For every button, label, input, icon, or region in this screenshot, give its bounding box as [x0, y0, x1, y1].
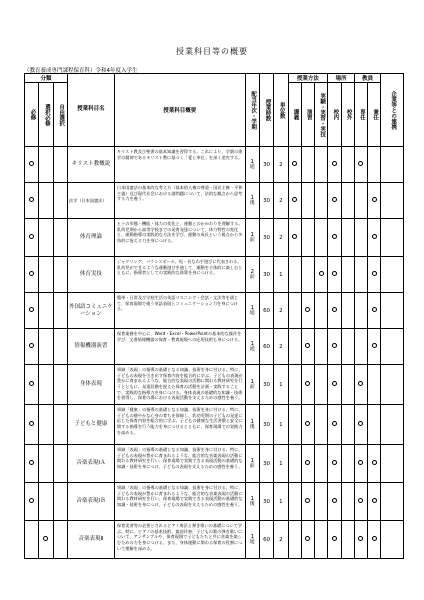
renkei-cell [381, 405, 404, 445]
sentaku-hisshu-cell [39, 445, 53, 483]
circle-mark [358, 536, 363, 541]
course-summary: 領域「表現」の指導の基礎となる知識、技術を身に付ける。特に、子どもの表現を引き出す保育内容を総合的に学ぶ。子どもの表現が豊かに育まれるような、総合的な表現の活動に関わる教材研究を行うとともに、発達段階を捉えた保育の活動を計画・実践することで、実践的な指導力を身につける。身体表現の基礎的な知識・技術を習得し、保育の場における表現活動を支えるための感性を養う。 [114, 365, 245, 405]
sennin-cell [354, 445, 367, 483]
jisshuu-cell [315, 293, 328, 329]
enshuu-cell [301, 445, 314, 483]
kougi-cell [288, 329, 301, 365]
circle-mark [332, 307, 337, 312]
hisshu-cell [25, 257, 39, 293]
table-row [25, 219, 404, 257]
circle-mark [292, 234, 297, 239]
jisshuu-cell [315, 147, 328, 183]
circle-mark [332, 381, 337, 386]
table-row [25, 521, 404, 559]
circle-mark [358, 161, 363, 166]
course-credits: 2 [274, 329, 288, 365]
course-hours: 60 [259, 521, 273, 559]
enshuu-cell [301, 483, 314, 521]
header-kougi: 講義 [288, 83, 301, 147]
kougai-cell [341, 445, 354, 483]
jiyu-sentaku-cell [53, 365, 67, 405]
hisshu-cell [25, 483, 39, 521]
circle-mark [29, 234, 34, 239]
kennin-cell [368, 521, 381, 559]
circle-mark [305, 460, 310, 465]
circle-mark [372, 460, 377, 465]
course-year: 1 [250, 304, 255, 311]
circle-mark [305, 421, 310, 426]
hisshu-cell [25, 183, 39, 219]
jisshuu-cell [315, 445, 328, 483]
kennin-cell [368, 293, 381, 329]
kougai-cell [341, 257, 354, 293]
jisshuu-cell [315, 365, 328, 405]
course-summary: ジャグリング、バランスボール、短・長なわ手遊びに代表される、乳幼児ができるような運動遊びを通して、運動を主体的に楽しむとともに、指導者としての実践的な資質を身につける。 [114, 257, 245, 293]
header-jugyou-jisuu: 授業時数 [259, 74, 273, 147]
course-name: 情報機器演習 [67, 329, 114, 365]
course-term: 後 [249, 199, 255, 206]
circle-mark [29, 343, 34, 348]
year-term-cell [245, 521, 259, 559]
kounai-cell [328, 521, 341, 559]
course-term: 通 [249, 163, 255, 170]
sennin-cell [354, 329, 367, 365]
jiyu-sentaku-cell [53, 405, 67, 445]
course-term: 前 [249, 383, 255, 390]
kougai-cell [341, 405, 354, 445]
year-term-cell [245, 257, 259, 293]
renkei-cell [381, 147, 404, 183]
year-term-cell [245, 405, 259, 445]
circle-mark [332, 421, 337, 426]
course-name: 体育理論 [67, 219, 114, 257]
hisshu-cell [25, 521, 39, 559]
kounai-cell [328, 257, 341, 293]
kounai-cell [328, 329, 341, 365]
circle-mark [372, 271, 377, 276]
circle-mark [305, 343, 310, 348]
hisshu-cell [25, 329, 39, 365]
course-hours: 60 [259, 329, 273, 365]
kennin-cell [368, 219, 381, 257]
kennin-cell [368, 329, 381, 365]
course-credits: 2 [274, 293, 288, 329]
header-sennin: 専任 [354, 83, 367, 147]
course-year: 2 [250, 268, 255, 275]
course-credits: 1 [274, 365, 288, 405]
sennin-cell [354, 483, 367, 521]
circle-mark [358, 460, 363, 465]
jisshuu-cell [315, 257, 328, 293]
jiyu-sentaku-cell [53, 257, 67, 293]
kounai-cell [328, 293, 341, 329]
circle-mark [305, 307, 310, 312]
course-summary: ヒトの形態・機能・体力の変化と、運動とのかかわりを理解する。乳幼児期から高等学校までの発育発達について、体力特性の変化と、運動指導の実践的な方法を学び、運動の成長という視点から多角的に捉える力を身につける。 [114, 219, 245, 257]
course-credits: 1 [274, 405, 288, 445]
renkei-cell [381, 483, 404, 521]
course-summary: 領域「表現」の指導の基礎となる知識、技術を身に付ける。特に、子どもの表現が豊かに育まれるような、総合的な音楽表現の活動に関わる教材研究を行い、保育現場で実践できる表現活動の基礎的な知識・技術を身につけ、子どもの表現を支えるための感性を養う。 [114, 445, 245, 483]
jiyu-sentaku-cell [53, 147, 67, 183]
renkei-cell [381, 521, 404, 559]
course-name: 身体表現 [67, 365, 114, 405]
header-jiyu-sentaku: 自由選択 [53, 83, 67, 147]
header-kounai: 校内 [328, 83, 341, 147]
kougi-cell [288, 521, 301, 559]
year-term-cell [245, 293, 259, 329]
enshuu-cell [301, 405, 314, 445]
course-credits: 1 [274, 257, 288, 293]
circle-mark [358, 498, 363, 503]
course-summary: 領域「表現」の指導の基礎となる知識、技術を身に付ける。特に、子どもの表現が豊かに育まれるような、総合的な音楽表現の活動に関わる教材研究を行い、保育現場で実践できる表現活動の基礎的な知識・技術を身につけ、子どもの表現を支えるための感性を養う。 [114, 483, 245, 521]
course-term: 通 [249, 538, 255, 545]
header-bunrui: 分類 [25, 74, 68, 83]
renkei-cell [381, 293, 404, 329]
course-term: 前 [249, 462, 255, 469]
hisshu-cell [25, 405, 39, 445]
sentaku-hisshu-cell [39, 183, 53, 219]
year-term-cell [245, 183, 259, 219]
kougai-cell [341, 521, 354, 559]
kennin-cell [368, 483, 381, 521]
sentaku-hisshu-cell [39, 483, 53, 521]
circle-mark [319, 271, 324, 276]
course-year: 1 [250, 194, 255, 201]
course-hours: 30 [259, 219, 273, 257]
kennin-cell [368, 183, 381, 219]
header-kougai: 校外 [341, 83, 354, 147]
course-table-body [25, 147, 404, 559]
course-name: 音楽表現Ⅱ [67, 521, 114, 559]
course-year: 1 [250, 158, 255, 165]
hisshu-cell [25, 365, 39, 405]
circle-mark [29, 381, 34, 386]
header-kennin: 兼任 [368, 83, 381, 147]
circle-mark [372, 197, 377, 202]
sentaku-hisshu-cell [39, 219, 53, 257]
course-credits: 1 [274, 445, 288, 483]
course-year: 1 [250, 231, 255, 238]
circle-mark [372, 234, 377, 239]
enshuu-cell [301, 257, 314, 293]
circle-mark [358, 421, 363, 426]
header-gaiyou: 授業科目概要 [114, 74, 245, 147]
circle-mark [305, 381, 310, 386]
sentaku-hisshu-cell [39, 329, 53, 365]
kougi-cell [288, 183, 301, 219]
course-hours: 30 [259, 183, 273, 219]
circle-mark [332, 197, 337, 202]
kougi-cell [288, 219, 301, 257]
table-row [25, 257, 404, 293]
table-row [25, 365, 404, 405]
year-term-cell [245, 147, 259, 183]
circle-mark [29, 197, 34, 202]
course-name: キリスト教概説 [67, 147, 114, 183]
enshuu-cell [301, 183, 314, 219]
kennin-cell [368, 257, 381, 293]
course-summary: キリスト教及び聖書の基本知識を習得する。これにより、学園の建学の精神であるキリスト教に基づく「愛と奉仕」を深く追究する。 [114, 147, 245, 183]
course-summary: 領域「健康」の指導の基礎となる知識、技術を身に付ける。特に、子どもの健やかな心身の育ちを保障し、乳幼児期の子どもの発達に応じた保育内容を総合的に学ぶ。子どもの健康な生活習慣と安全に関する指導を行う能力を身につけるとともに、保育現場での実践力を高める。 [114, 405, 245, 445]
year-term-cell [245, 365, 259, 405]
kougi-cell [288, 147, 301, 183]
enshuu-cell [301, 365, 314, 405]
table-row [25, 483, 404, 521]
course-hours: 30 [259, 405, 273, 445]
jisshuu-cell [315, 219, 328, 257]
course-year: 1 [250, 495, 255, 502]
sennin-cell [354, 293, 367, 329]
kounai-cell [328, 365, 341, 405]
kougi-cell [288, 405, 301, 445]
circle-mark [332, 343, 337, 348]
renkei-cell [381, 365, 404, 405]
header-kigyou-renkei: 企業等との連携 [381, 74, 404, 147]
sentaku-hisshu-cell [39, 147, 53, 183]
circle-mark [372, 498, 377, 503]
course-credits: 2 [274, 521, 288, 559]
jisshuu-cell [315, 521, 328, 559]
kounai-cell [328, 483, 341, 521]
course-year: 1 [250, 378, 255, 385]
kougi-cell [288, 483, 301, 521]
circle-mark [372, 536, 377, 541]
jiyu-sentaku-cell [53, 329, 67, 365]
page-subtitle: （教育養成専門課程保育科）令和4年度入学生 [24, 68, 138, 74]
table-row [25, 445, 404, 483]
course-name: 子どもと健康 [67, 405, 114, 445]
jiyu-sentaku-cell [53, 445, 67, 483]
course-term: 通 [249, 309, 255, 316]
enshuu-cell [301, 293, 314, 329]
header-tanisuu: 単位数 [274, 74, 288, 147]
table-row [25, 405, 404, 445]
circle-mark [332, 161, 337, 166]
circle-mark [29, 307, 34, 312]
course-hours: 30 [259, 445, 273, 483]
circle-mark [292, 161, 297, 166]
enshuu-cell [301, 147, 314, 183]
course-summary: 日本国憲法の基本的な考え方（基本的人権の尊重・国民主権・平和主義）及び現代社会における諸問題について、法的な観点から思考する力を養う。 [114, 183, 245, 219]
course-table [24, 73, 404, 559]
jiyu-sentaku-cell [53, 183, 67, 219]
kounai-cell [328, 219, 341, 257]
circle-mark [332, 460, 337, 465]
kennin-cell [368, 445, 381, 483]
sennin-cell [354, 183, 367, 219]
kougai-cell [341, 293, 354, 329]
kougai-cell [341, 219, 354, 257]
header-sentaku-hisshu: 選択必修 [39, 83, 53, 147]
circle-mark [292, 197, 297, 202]
sentaku-hisshu-cell [39, 257, 53, 293]
circle-mark [29, 498, 34, 503]
course-name: 体育実技 [67, 257, 114, 293]
course-hours: 30 [259, 257, 273, 293]
sennin-cell [354, 257, 367, 293]
kougai-cell [341, 365, 354, 405]
circle-mark [43, 536, 48, 541]
sennin-cell [354, 147, 367, 183]
year-term-cell [245, 219, 259, 257]
kounai-cell [328, 183, 341, 219]
kougai-cell [341, 147, 354, 183]
year-term-cell [245, 329, 259, 365]
course-summary: 保育実習等の必要とされるピアノ奏法と弾き歌いの基礎について学ぶ。特に、ピアノの基本技術、童謡伴奏、子どもの歌の弾き歌いについて、アンサンブルや、保育現場で子どもたちと共に音楽を楽しむための力を身につける。また、身体運動に関わる保育の役割について理解を深める。 [114, 521, 245, 559]
jisshuu-cell [315, 329, 328, 365]
jisshuu-cell [315, 183, 328, 219]
sennin-cell [354, 365, 367, 405]
course-hours: 30 [259, 483, 273, 521]
kounai-cell [328, 445, 341, 483]
table-row [25, 329, 404, 365]
renkei-cell [381, 219, 404, 257]
header-hisshu: 必修 [25, 83, 39, 147]
sennin-cell [354, 405, 367, 445]
course-year: 1 [250, 340, 255, 347]
enshuu-cell [301, 521, 314, 559]
circle-mark [332, 234, 337, 239]
kougi-cell [288, 257, 301, 293]
circle-mark [332, 536, 337, 541]
circle-mark [305, 498, 310, 503]
sentaku-hisshu-cell [39, 405, 53, 445]
header-enshuu: 演習 [301, 83, 314, 147]
kougai-cell [341, 329, 354, 365]
course-term: 前 [249, 273, 255, 280]
header-jisshuu: 実験・実習・実技 [315, 83, 328, 147]
enshuu-cell [301, 219, 314, 257]
jisshuu-cell [315, 405, 328, 445]
table-row [25, 293, 404, 329]
renkei-cell [381, 329, 404, 365]
circle-mark [372, 343, 377, 348]
kennin-cell [368, 405, 381, 445]
jiyu-sentaku-cell [53, 219, 67, 257]
hisshu-cell [25, 219, 39, 257]
circle-mark [29, 271, 34, 276]
kounai-cell [328, 405, 341, 445]
circle-mark [332, 498, 337, 503]
course-name: 音楽表現ⅠＡ [67, 445, 114, 483]
course-term: 後 [249, 500, 255, 507]
kougi-cell [288, 365, 301, 405]
circle-mark [332, 271, 337, 276]
jiyu-sentaku-cell [53, 293, 67, 329]
header-haitou-nenji: 配当年次・学期 [245, 74, 259, 147]
renkei-cell [381, 183, 404, 219]
sentaku-hisshu-cell [39, 293, 53, 329]
course-year: 1 [250, 533, 255, 540]
course-year: 1 [250, 457, 255, 464]
jiyu-sentaku-cell [53, 521, 67, 559]
header-kamokumei: 授業科目名 [67, 74, 114, 147]
table-row [25, 183, 404, 219]
year-term-cell [245, 445, 259, 483]
course-hours: 30 [259, 365, 273, 405]
course-name: 外国語コミュニケーション [67, 293, 114, 329]
course-summary: 保育業務を中心に、Word・Excel・PowerPointの基本的な操作を学び、文書情報機器の保育・教育現場への応用技術も身につける。 [114, 329, 245, 365]
course-name: 音楽表現ⅠＢ [67, 483, 114, 521]
course-hours: 60 [259, 293, 273, 329]
course-term: 後 [249, 423, 255, 430]
course-credits: 1 [274, 483, 288, 521]
course-term: 通 [249, 345, 255, 352]
course-credits: 2 [274, 147, 288, 183]
hisshu-cell [25, 147, 39, 183]
table-row [25, 147, 404, 183]
circle-mark [29, 161, 34, 166]
kougai-cell [341, 183, 354, 219]
sennin-cell [354, 219, 367, 257]
kougi-cell [288, 445, 301, 483]
course-name: 法学（日本国憲法） [67, 183, 114, 219]
course-summary: 簡単・日常及び学校生活の英語リスニング・会話・文法等を通じて、保育現場で使う英語表現とコミュニケーション力を身につける。 [114, 293, 245, 329]
year-term-cell [245, 483, 259, 521]
course-credits: 2 [274, 183, 288, 219]
page-title: 授業科目等の概要 [176, 47, 248, 56]
header-jugyou-houhou: 授業方法 [288, 74, 328, 83]
kennin-cell [368, 147, 381, 183]
hisshu-cell [25, 445, 39, 483]
header-kyouin: 教員 [354, 74, 381, 83]
circle-mark [29, 460, 34, 465]
kougi-cell [288, 293, 301, 329]
course-year: 1 [250, 418, 255, 425]
circle-mark [358, 381, 363, 386]
course-credits: 2 [274, 219, 288, 257]
renkei-cell [381, 257, 404, 293]
kougai-cell [341, 483, 354, 521]
sentaku-hisshu-cell [39, 521, 53, 559]
header-group-row [25, 74, 404, 83]
jiyu-sentaku-cell [53, 483, 67, 521]
course-term: 前 [249, 236, 255, 243]
sentaku-hisshu-cell [39, 365, 53, 405]
kounai-cell [328, 147, 341, 183]
header-basho: 場所 [328, 74, 355, 83]
kennin-cell [368, 365, 381, 405]
enshuu-cell [301, 329, 314, 365]
sennin-cell [354, 521, 367, 559]
renkei-cell [381, 445, 404, 483]
circle-mark [305, 536, 310, 541]
hisshu-cell [25, 293, 39, 329]
circle-mark [372, 307, 377, 312]
jisshuu-cell [315, 483, 328, 521]
circle-mark [29, 421, 34, 426]
course-hours: 30 [259, 147, 273, 183]
